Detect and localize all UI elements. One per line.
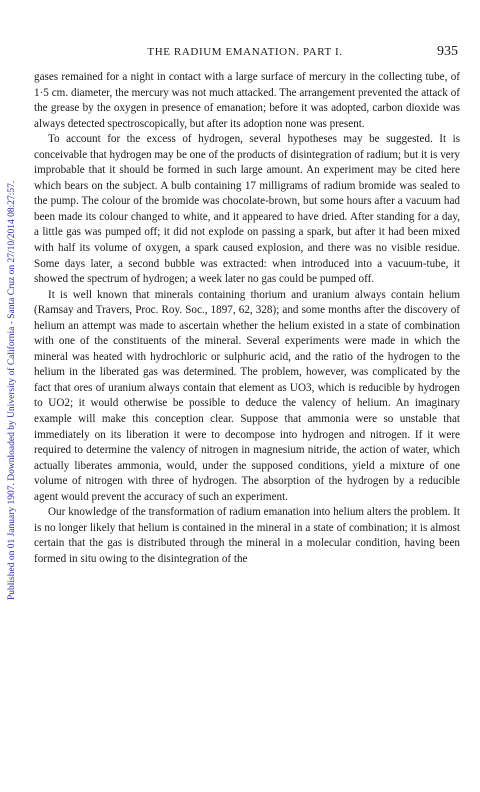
- page-number: 935: [437, 44, 458, 59]
- paragraph: Our knowledge of the transformation of radium emanation into helium alters the problem. It is no longer likely that helium is contained in the mineral in a state of combination; it is almost certain that the gas is distributed through the mineral in a molecular condition, having been formed in situ owing to the disintegration of the: [34, 506, 460, 565]
- running-title: THE RADIUM EMANATION. PART I.: [147, 46, 343, 58]
- article-body: [34, 70, 460, 568]
- paragraph: gases remained for a night in contact with a large surface of mercury in the collecting tube, of 1·5 cm. diameter, the mercury was not much attacked. The arrangement prevented the attack of the grease by the oxygen in presence of emanation; before it was adopted, carbon dioxide was always detected spectroscopically, but after its adoption none was present.: [34, 71, 460, 130]
- paragraph: It is well known that minerals containing thorium and uranium always contain helium (Ramsay and Travers, Proc. Roy. Soc., 1897, 62, 328); and some months after the discovery of helium an attempt was made to ascertain whether the helium existed in a state of combination with one of the constituents of the mineral. Several experiments were made in which the mineral was heated with hydrochloric or sulphuric acid, and the ratio of the hydrogen to the helium in the liberated gas was determined. The problem, however, was complicated by the fact that ores of uranium always contain that element as UO3, which is reducible by hydrogen to UO2; it would otherwise be possible to deduce the valency of helium. An imaginary example will make this conception clear. Suppose that ammonia were so unstable that immediately on its liberation it were to decompose into hydrogen and nitrogen. If it were required to determine the valency of nitrogen in magnesium nitride, the action of water, which actually liberates ammonia, would, under the supposed conditions, yield a mixture of one volume of nitrogen with three of hydrogen. The absorption of the hydrogen by a reducible agent would prevent the accuracy of such an experiment.: [34, 288, 460, 503]
- page-header: [32, 44, 458, 62]
- paragraph: To account for the excess of hydrogen, several hypotheses may be suggested. It is conceivable that hydrogen may be one of the products of disintegration of radium; but it is very improbable that it should be formed in such large amount. An experiment may be cited here which bears on the subject. A bulb containing 17 milligrams of radium bromide was sealed to the pump. The colour of the bromide was chocolate-brown, but some hours after a vacuum had been made its colour changed to white, and it appeared to have dried. After standing for a day, a little gas was pumped off; it did not explode on passing a spark, but after it had been mixed with half its volume of oxygen, a spark caused explosion, and there was no visible residue. Some days later, a second bubble was extracted: when introduced into a vacuum-tube, it showed the spectrum of hydrogen; a week later no gas could be pumped off.: [34, 133, 460, 286]
- download-stamp: Published on 01 January 1907. Downloaded by University of California - Santa Cruz on 27/10/2014 08:27:57.: [7, 180, 17, 600]
